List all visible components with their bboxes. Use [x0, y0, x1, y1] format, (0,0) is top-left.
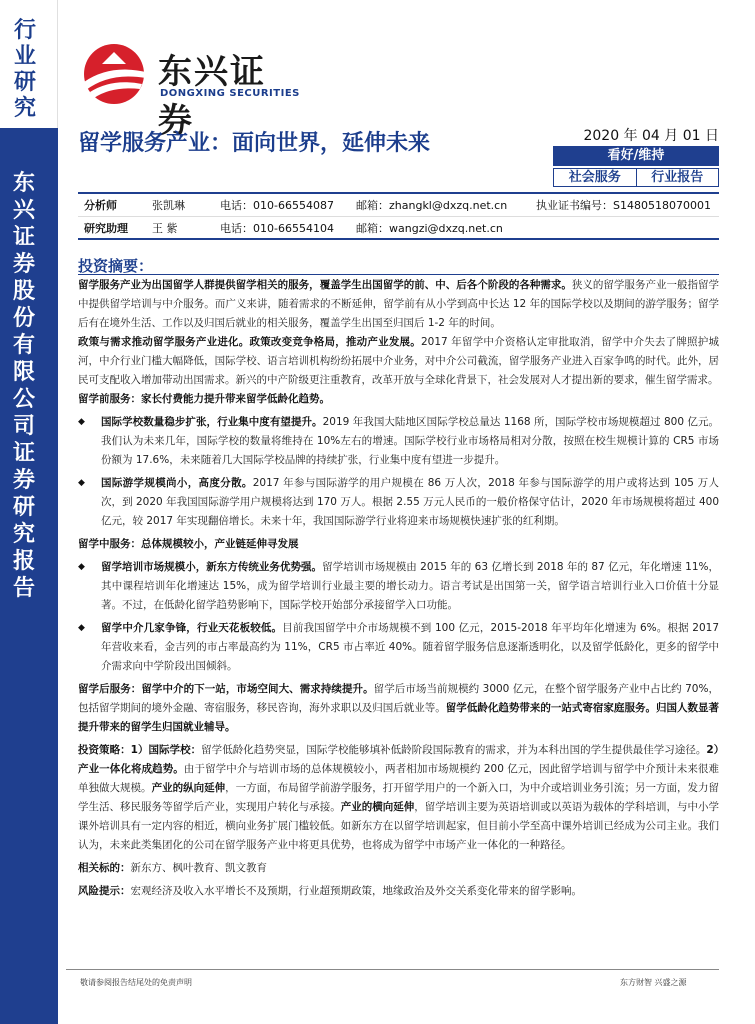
paragraph-lead: 政策与需求推动留学服务产业进化。政策改变竞争格局，推动产业发展。 — [78, 336, 421, 348]
section-heading-text: 留学中服务：总体规模较小，产业链延伸寻发展 — [78, 538, 299, 550]
risk-text: 宏观经济及收入水平增长不及预期，行业超预期政策，地缘政治及外交关系变化带来的留学影响。 — [130, 885, 582, 897]
analyst-cert: 执业证书编号：S1480518070001 — [536, 199, 711, 212]
bullet-lead: 国际游学规模尚小，高度分散。 — [101, 477, 253, 489]
bullet-text: 2017 年参与国际游学的用户规模在 86 万人次，2018 年参与国际游学的用户或将达到 105 万人次，到 2020 年我国国际游学用户规模将达到 170 万人。根据 2.55 万元人民币的一般价格保守估计，2020 年市场规模将超过 400 亿元，较 2017 年实现翻倍增长。未来十年，我国国际游学行业将迎来市场规模快速扩张的红利期。 — [101, 477, 719, 527]
paragraph-lead: 留学低龄化趋势带来的一站式寄宿家庭服务。归国人数显著提升带来的留学生归国就业辅导。 — [78, 702, 720, 733]
footer-slogan: 东方财智 兴盛之源 — [620, 978, 687, 987]
analyst-name: 王 紫 — [152, 221, 178, 235]
strategy-text: ，一方面，布局留学前游学服务，打开留学用户的一个新入口，为中介或培训业务引流；另一方面，发力留学生活、移民服务等留学后产业，实现用户转化与承接。 — [78, 782, 720, 813]
strategy-point: 1）国际学校： — [130, 744, 202, 756]
risk-label: 风险提示： — [78, 885, 131, 897]
sidebar-main — [0, 128, 58, 1024]
bullet-item — [78, 413, 719, 470]
paragraph-lead: 留学服务产业为出国留学人群提供留学相关的服务，覆盖学生出国留学的前、中、后各个阶段的各种需求。 — [78, 279, 572, 291]
report-date: 2020 年 04 月 01 日 — [583, 128, 719, 144]
related-stocks — [78, 859, 719, 878]
analyst-row — [78, 216, 719, 238]
paragraph-text: 狭义的留学服务产业一般指留学中提供留学培训与中介服务。而广义来讲，随着需求的不断延伸，留学前有从小学到高中长达 12 年的国际学校以及期间的游学服务；留学后有在境外生活、工作以及归国后就业的相关服务，覆盖学生出国至归国后 1-2 年的时间。 — [78, 279, 719, 329]
paragraph-lead: 留学后服务：留学中介的下一站，市场空间大、需求持续提升。 — [78, 683, 374, 695]
sidebar-main-label: 东兴证券股份有限公司证券研究报告 — [13, 171, 36, 601]
bullet-item — [78, 474, 719, 531]
strategy-text: ，留学培训主要为英语培训或以英语为载体的学科培训，与中小学课外培训具有一定内容的相近，横向业务扩展门槛较低。如新东方在以留学培训起家，但目前小学至高中课外培训已经成为公司主业。我们认为，未来此类集团化的公司在留学服务产业中将更具优势，也将成为留学中市场产业一体化的一种路径。 — [78, 801, 720, 851]
logo-chinese: 东兴证券 — [158, 52, 266, 141]
analyst-row — [78, 194, 719, 216]
company-logo — [80, 40, 300, 141]
strategy-label: 投资策略： — [78, 744, 131, 756]
bullet-lead: 国际学校数量稳步扩张，行业集中度有望提升。 — [101, 416, 323, 428]
logo-english: DONGXING SECURITIES — [160, 88, 300, 99]
abstract-heading: 投资摘要： — [78, 257, 154, 275]
rating-badge: 看好/维持 — [553, 146, 719, 166]
analyst-email[interactable]: 邮箱：wangzi@dxzq.net.cn — [356, 221, 503, 235]
analyst-role: 分析师 — [84, 199, 117, 212]
risk-warning — [78, 882, 719, 901]
strategy-point: 2）产业一体化将成趋势。 — [78, 744, 720, 775]
related-text: 新东方、枫叶教育、凯文教育 — [130, 862, 267, 874]
tag-industry: 社会服务 — [568, 170, 621, 185]
report-meta — [553, 125, 719, 185]
paragraph — [78, 276, 719, 333]
bullet-item — [78, 558, 719, 615]
footer-disclaimer: 敬请参阅报告结尾处的免责声明 — [80, 978, 192, 987]
section-heading-text: 留学前服务：家长付费能力提升带来留学低龄化趋势。 — [78, 393, 330, 405]
bullet-lead: 留学培训市场规模小，新东方传统业务优势强。 — [101, 561, 323, 573]
analyst-phone: 电话：010-66554087 — [220, 199, 334, 212]
paragraph-text: 2017 年留学中介资格认定审批取消，留学中介失去了牌照护城河，中介行业门槛大幅降低，国际学校、语言培训机构纷纷拓展中介业务，对中介公司截流，留学服务产业进入百家争鸣的时代。此外，居民可支配收入增加带动出国需求。新兴的中产阶级更注重教育，改革开放与全球化背景下，社会发展对人才提出新的要求，催生留学需求。 — [78, 336, 719, 386]
strategy-text: 留学低龄化趋势突显，国际学校能够填补低龄阶段国际教育的需求，并为本科出国的学生提供最佳学习途径。 — [201, 744, 707, 756]
paragraph — [78, 333, 719, 390]
report-title: 留学服务产业：面向世界，延伸未来 — [78, 131, 431, 156]
bullet-text: 目前我国留学中介市场规模不到 100 亿元，2015-2018 年平均年化增速为 6%。根据 2017 年营收来看，金吉列的市占率最高约为 11%，CR5 市占率近 40%。随着留学服务信息逐渐透明化，以及留学低龄化，更多的留学中介需求向中学阶段出国倾斜。 — [101, 622, 719, 672]
paragraph-text: 留学后市场当前规模约 3000 亿元，在整个留学服务产业中占比约 70%，包括留学期间的境外金融、寄宿服务，移民咨询，海外求职以及归国后就业等。 — [78, 683, 719, 714]
analyst-email[interactable]: 邮箱：zhangkl@dxzq.net.cn — [356, 199, 508, 212]
related-label: 相关标的： — [78, 862, 131, 874]
analyst-table — [78, 192, 719, 240]
strategy-point: 产业的横向延伸 — [340, 801, 415, 813]
sidebar — [0, 0, 58, 1024]
logo-mark-icon — [80, 42, 154, 106]
strategy-paragraph — [78, 741, 719, 855]
bullet-item — [78, 619, 719, 676]
strategy-text: 由于留学中介与培训市场的总体规模较小，两者相加市场规模约 200 亿元，因此留学培训与留学中介预计未来很难单独做大规模。 — [78, 763, 720, 794]
abstract-body — [78, 276, 719, 901]
bullet-lead: 留学中介几家争锋，行业天花板较低。 — [101, 622, 283, 634]
analyst-phone: 电话：010-66554104 — [220, 221, 334, 235]
bullet-text: 2019 年我国大陆地区国际学校总量达 1168 所，国际学校市场规模超过 800 亿元。我们认为未来几年，国际学校的数量将维持在 10%左右的增速。国际学校行业市场格局相对分散，按照在校生规模计算的 CR5 市场份额为 17.6%，未来随着几大国际学校品牌的持续扩张，行业集中度有望进一步提升。 — [101, 416, 720, 466]
analyst-name: 张凯琳 — [152, 199, 185, 212]
paragraph — [78, 680, 719, 737]
bullet-text: 留学培训市场规模由 2015 年的 63 亿增长到 2018 年的 87 亿元，年化增速 11%，其中课程培训年化增速达 15%，成为留学培训行业最主要的增长动力。语言考试是出国第一关，留学语言培训行业入口价值十分显著。不过，在低龄化留学趋势影响下，国际学校开始部分承接留学入口功能。 — [101, 561, 720, 611]
strategy-point: 产业的纵向延伸 — [151, 782, 226, 794]
analyst-role: 研究助理 — [84, 221, 128, 235]
report-tags — [553, 168, 719, 187]
footer-divider — [66, 969, 719, 970]
sidebar-top-label: 行业研究 — [14, 18, 37, 121]
abstract-divider — [78, 274, 719, 275]
section-heading — [78, 390, 719, 409]
sidebar-top — [0, 0, 58, 128]
section-heading — [78, 535, 719, 554]
tag-report-type: 行业报告 — [636, 169, 719, 186]
